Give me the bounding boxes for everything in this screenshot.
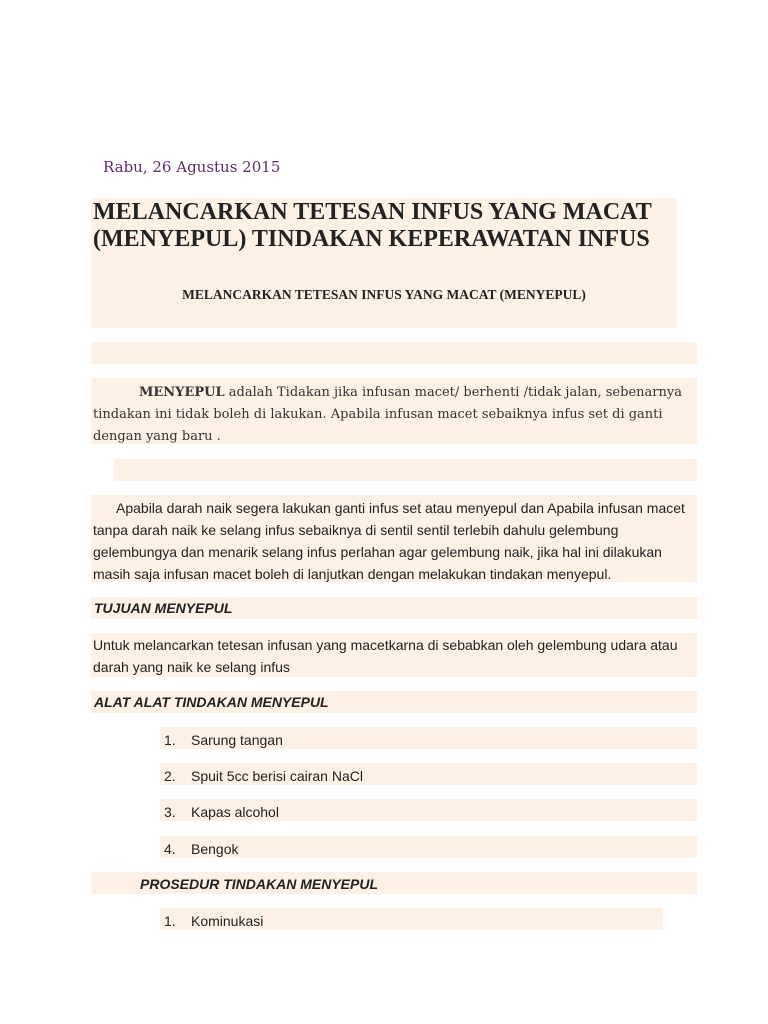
list-item-number: 1. [164,732,176,748]
spacer-band [91,342,697,364]
list-item-number: 3. [164,804,176,820]
list-item-number: 1. [164,913,176,929]
post-date: Rabu, 26 Agustus 2015 [103,158,281,176]
body-paragraph [93,497,697,585]
list-item-text: Kominukasi [191,913,264,929]
list-item-text: Bengok [191,841,239,857]
list-item-text: Kapas alcohol [191,804,279,820]
section-heading-tujuan: TUJUAN MENYEPUL [94,600,233,616]
intro-text: adalah Tidakan jika infusan macet/ berhenti /tidak jalan, sebenarnya tindakan ini tidak boleh di lakukan. Apabila infusan macet sebaiknya infus set di ganti dengan yang baru . [93,385,682,444]
page-subtitle: MELANCARKAN TETESAN INFUS YANG MACAT (MENYEPUL) [182,287,586,302]
page-title: MELANCARKAN TETESAN INFUS YANG MACAT (MENYEPUL) TINDAKAN KEPERAWATAN INFUS [93,199,652,252]
intro-lead: MENYEPUL [139,385,225,400]
spacer-band [114,459,697,481]
list-item-number: 4. [164,841,176,857]
list-item-text: Sarung tangan [191,732,283,748]
list-band [160,836,697,858]
list-item-number: 2. [164,768,176,784]
tujuan-paragraph: Untuk melancarkan tetesan infusan yang macetkarna di sebabkan oleh gelembung udara atau darah yang naik ke selang infus [93,637,678,675]
body-paragraph-text: Apabila darah naik segera lakukan ganti infus set atau menyepul dan Apabila infusan macet tanpa darah naik ke selang infus sebaiknya di sentil sentil terlebih dahulu gelembung gelembungya dan menarik selang infus perlahan agar gelembung naik, jika hal ini dilakukan masih saja infusan macet boleh di lanjutkan dengan melakukan tindakan menyepul. [93,500,685,582]
list-item-text: Spuit 5cc berisi cairan NaCl [191,768,363,784]
section-heading-alat: ALAT ALAT TINDAKAN MENYEPUL [94,694,329,710]
intro-paragraph [93,382,693,448]
section-heading-prosedur: PROSEDUR TINDAKAN MENYEPUL [140,876,379,892]
